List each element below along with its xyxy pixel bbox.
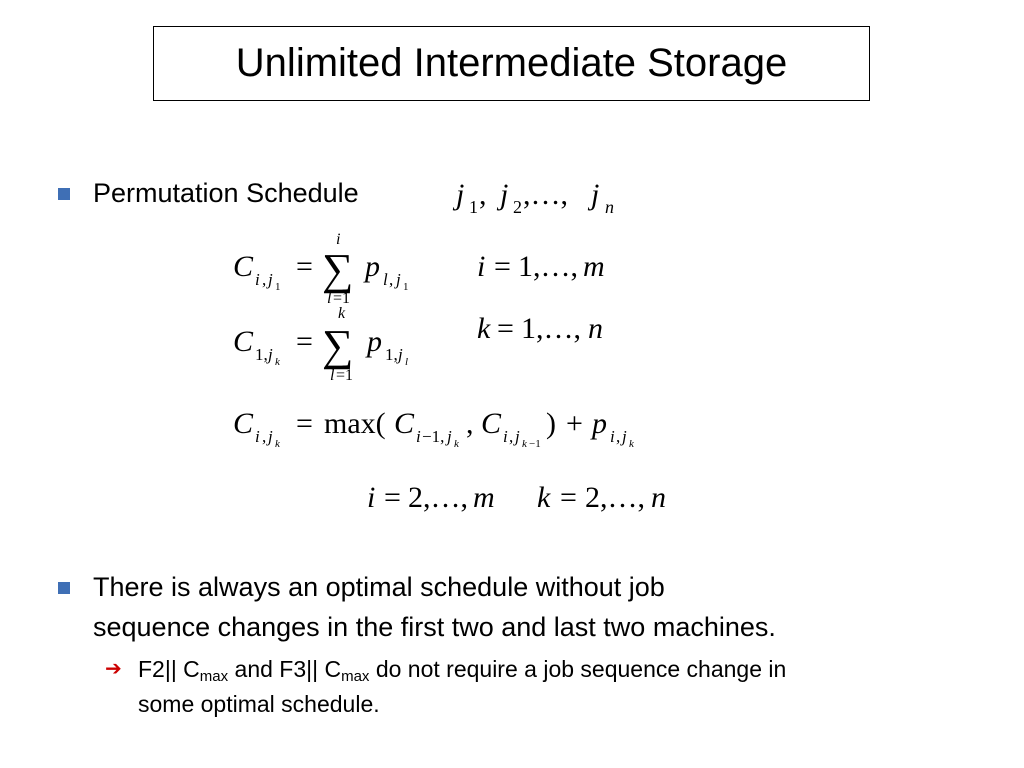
sub-text-part3: do not require a job sequence change in — [369, 656, 787, 682]
sub-text-max2: max — [341, 668, 370, 685]
svg-text:n: n — [605, 197, 614, 217]
svg-text:n: n — [588, 312, 603, 345]
svg-text:j: j — [396, 270, 401, 289]
equation-c-1-jk — [233, 305, 408, 384]
svg-text:p: p — [365, 250, 380, 283]
svg-text:C: C — [233, 325, 254, 358]
svg-text:=: = — [296, 250, 313, 283]
svg-text:2: 2 — [513, 197, 522, 217]
svg-text:j: j — [591, 178, 600, 211]
svg-text:l: l — [405, 356, 409, 368]
svg-text:j: j — [622, 427, 627, 446]
svg-text:j: j — [398, 345, 403, 364]
svg-text:j: j — [500, 178, 509, 211]
svg-text:=: = — [296, 407, 313, 440]
svg-text:k: k — [275, 438, 280, 450]
equation-c-i-j1 — [233, 231, 409, 307]
svg-text:=: = — [384, 481, 401, 514]
svg-text:,…,: ,…, — [523, 178, 568, 211]
bullet-optimal-schedule-line1: There is always an optimal schedule without job — [93, 572, 665, 602]
svg-text:,: , — [389, 270, 394, 289]
svg-text:i: i — [477, 250, 486, 283]
slide-title-text: Unlimited Intermediate Storage — [235, 41, 788, 85]
svg-text:n: n — [651, 481, 666, 514]
svg-text:=: = — [296, 325, 313, 358]
svg-text:−1: −1 — [529, 438, 541, 450]
svg-text:∑: ∑ — [322, 245, 354, 294]
svg-text:max(: max( — [324, 407, 386, 440]
sub-text-max1: max — [199, 668, 229, 685]
equation-k-range — [477, 312, 603, 345]
svg-text:j: j — [268, 345, 273, 364]
svg-text:l: l — [330, 367, 335, 384]
svg-text:,: , — [262, 427, 267, 446]
permutation-sequence — [452, 178, 614, 217]
svg-text:i: i — [503, 427, 508, 446]
svg-text:2,…,: 2,…, — [585, 481, 645, 514]
svg-text:1,: 1, — [385, 345, 398, 364]
svg-text:j: j — [515, 427, 520, 446]
bullet-optimal-schedule-line2: sequence changes in the first two and last two machines. — [93, 612, 776, 642]
svg-text:C: C — [481, 407, 502, 440]
sub-bullet-f2-f3 — [138, 653, 786, 686]
svg-text:i: i — [610, 427, 615, 446]
svg-text:1: 1 — [275, 281, 281, 293]
svg-text:,: , — [616, 427, 621, 446]
svg-text:i: i — [255, 270, 260, 289]
svg-text:m: m — [583, 250, 605, 283]
svg-text:,: , — [466, 407, 474, 440]
svg-text:i: i — [416, 427, 421, 446]
sub-text-part1: F2|| C — [138, 656, 200, 682]
svg-text:i: i — [367, 481, 376, 514]
svg-text:1,: 1, — [255, 345, 268, 364]
svg-text:=: = — [494, 250, 511, 283]
svg-text:j: j — [456, 178, 465, 211]
svg-text:l: l — [327, 290, 332, 307]
svg-text:p: p — [367, 325, 382, 358]
svg-text:j: j — [268, 270, 273, 289]
svg-text:): ) — [546, 407, 556, 440]
svg-text:j: j — [447, 427, 452, 446]
svg-text:1,…,: 1,…, — [521, 312, 581, 345]
svg-text:=: = — [560, 481, 577, 514]
svg-text:1,…,: 1,…, — [518, 250, 578, 283]
svg-text:C: C — [233, 407, 254, 440]
equation-ranges-2 — [367, 481, 666, 514]
arrow-right-icon: ➔ — [105, 656, 122, 680]
svg-text:,: , — [509, 427, 514, 446]
equation-i-range — [477, 250, 605, 283]
svg-text:k: k — [629, 438, 634, 450]
svg-text:−1,: −1, — [422, 427, 445, 446]
svg-text:i: i — [255, 427, 260, 446]
svg-text:k: k — [537, 481, 551, 514]
svg-text:,: , — [479, 178, 487, 211]
bullet-square-icon — [58, 582, 70, 594]
svg-text:1: 1 — [403, 281, 409, 293]
bullet-permutation-schedule: Permutation Schedule — [93, 178, 359, 208]
svg-text:k: k — [477, 312, 491, 345]
svg-text:j: j — [268, 427, 273, 446]
svg-text:k: k — [338, 305, 346, 322]
svg-text:C: C — [394, 407, 415, 440]
svg-text:=1: =1 — [333, 290, 351, 307]
svg-text:∑: ∑ — [322, 321, 354, 370]
svg-text:k: k — [454, 438, 459, 450]
svg-text:m: m — [473, 481, 495, 514]
svg-text:k: k — [522, 438, 527, 450]
svg-text:1: 1 — [469, 197, 478, 217]
sub-bullet-line2: some optimal schedule. — [138, 691, 380, 717]
svg-text:l: l — [383, 270, 388, 289]
svg-text:2,…,: 2,…, — [408, 481, 468, 514]
svg-text:i: i — [336, 231, 341, 248]
equation-recurrence — [233, 407, 635, 450]
svg-text:+: + — [566, 407, 583, 440]
svg-text:p: p — [592, 407, 607, 440]
svg-text:=: = — [497, 312, 514, 345]
svg-text:,: , — [262, 270, 267, 289]
svg-text:C: C — [233, 250, 254, 283]
svg-text:k: k — [275, 356, 280, 368]
sub-text-part2: and F3|| C — [228, 656, 342, 682]
svg-text:=1: =1 — [336, 367, 354, 384]
